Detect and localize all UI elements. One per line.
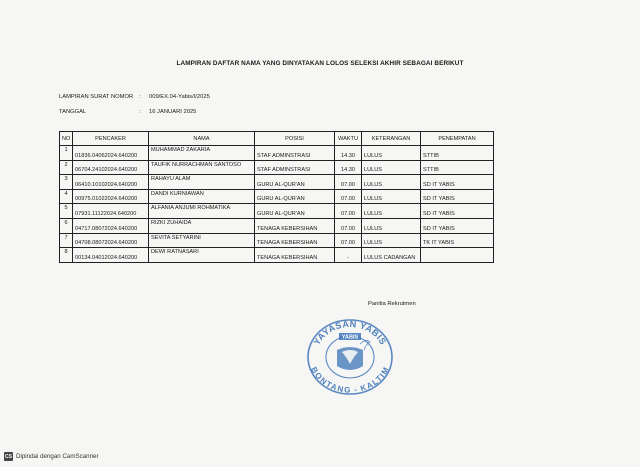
cell-pencaker: 04708.08072024.640200 <box>73 233 149 248</box>
cell-posisi: TENAGA KEBERSIHAN <box>255 233 335 248</box>
tanggal-line <box>59 109 196 115</box>
table-row <box>60 233 494 248</box>
cell-waktu: 07.00 <box>335 204 362 219</box>
cell-pencaker: 00134.04012024.640200 <box>73 248 149 263</box>
cell-no: 5 <box>60 204 73 219</box>
table-row <box>60 189 494 204</box>
cell-pencaker: 00975.01022024.640200 <box>73 189 149 204</box>
header-nama: NAMA <box>149 132 255 146</box>
svg-text:YAYASAN YABIS <box>311 319 388 347</box>
cell-penempatan: STTIB <box>421 146 494 161</box>
cell-posisi: TENAGA KEBERSIHAN <box>255 218 335 233</box>
cell-no: 1 <box>60 146 73 161</box>
results-table <box>59 131 494 263</box>
cell-no: 6 <box>60 218 73 233</box>
cell-keterangan: LULUS CADANGAN <box>362 248 421 263</box>
cell-keterangan: LULUS <box>362 175 421 190</box>
cell-pencaker: 06410.10102024.640200 <box>73 175 149 190</box>
cell-nama: ALFANIA ANJUMI ROHMATIKA <box>149 204 255 219</box>
cell-penempatan: SD IT YABIS <box>421 218 494 233</box>
lampiran-label: LAMPIRAN SURAT NOMOR <box>59 94 134 100</box>
cell-waktu: - <box>335 248 362 263</box>
cell-posisi: STAF ADMINSTRASI <box>255 160 335 175</box>
cell-pencaker: 07931.11122024.640200 <box>73 204 149 219</box>
table-row <box>60 160 494 175</box>
table-row <box>60 146 494 161</box>
tanggal-label: TANGGAL <box>59 109 87 115</box>
cell-penempatan: TK IT YABIS <box>421 233 494 248</box>
cell-waktu: 07.00 <box>335 189 362 204</box>
cell-keterangan: LULUS <box>362 204 421 219</box>
cell-penempatan <box>421 248 494 263</box>
cell-posisi: TENAGA KEBERSIHAN <box>255 248 335 263</box>
cell-keterangan: LULUS <box>362 218 421 233</box>
panitia-label: Panitia Rekrutmen <box>368 301 416 307</box>
stamp-seal <box>308 319 392 395</box>
header-waktu: WAKTU <box>335 132 362 146</box>
cell-nama: RIZKI ZUHAIDA <box>149 218 255 233</box>
cell-no: 8 <box>60 248 73 263</box>
stamp-center-text: YABIS <box>341 334 359 341</box>
document-title: LAMPIRAN DAFTAR NAMA YANG DINYATAKAN LOLOS SELEKSI AKHIR SEBAGAI BERIKUT <box>176 60 464 67</box>
cell-pencaker: 06704.24102024.640200 <box>73 160 149 175</box>
cell-waktu: 07.00 <box>335 233 362 248</box>
cell-nama: TAUFIK NURRACHMAN SANTOSO <box>149 160 255 175</box>
lampiran-value: 009/EX.04-Yabis/I/2025 <box>149 94 210 100</box>
table-header-row <box>60 132 494 146</box>
cell-posisi: GURU AL-QUR'AN <box>255 189 335 204</box>
lampiran-separator: : <box>139 94 141 100</box>
table-row <box>60 204 494 219</box>
table-row <box>60 175 494 190</box>
table-row <box>60 218 494 233</box>
cell-penempatan: SD IT YABIS <box>421 175 494 190</box>
cell-nama: MUHAMMAD ZAKARIA <box>149 146 255 161</box>
cell-no: 4 <box>60 189 73 204</box>
lampiran-line <box>59 94 210 100</box>
scanner-footer <box>4 452 99 461</box>
cell-no: 2 <box>60 160 73 175</box>
scanner-footer-text: Dipindai dengan CamScanner <box>16 453 99 460</box>
cell-pencaker: 01836.04062024.640200 <box>73 146 149 161</box>
cell-keterangan: LULUS <box>362 189 421 204</box>
cell-no: 3 <box>60 175 73 190</box>
stamp-text-top: YAYASAN YABIS <box>311 318 389 347</box>
table-row <box>60 248 494 263</box>
cell-posisi: GURU AL-QUR'AN <box>255 175 335 190</box>
cell-waktu: 14.30 <box>335 160 362 175</box>
cell-keterangan: LULUS <box>362 146 421 161</box>
header-pencaker: PENCAKER <box>73 132 149 146</box>
header-no: NO <box>60 132 73 146</box>
tanggal-value: 16 JANUARI 2025 <box>149 109 197 115</box>
tanggal-separator: : <box>139 109 141 115</box>
header-keterangan: KETERANGAN <box>362 132 421 146</box>
cell-penempatan: SD IT YABIS <box>421 189 494 204</box>
cell-waktu: 14.30 <box>335 146 362 161</box>
cell-penempatan: SD IT YABIS <box>421 204 494 219</box>
cell-waktu: 07.00 <box>335 175 362 190</box>
cell-nama: RAHAYU ALAM <box>149 175 255 190</box>
cell-posisi: STAF ADMINSTRASI <box>255 146 335 161</box>
cell-pencaker: 04717.08072024.640200 <box>73 218 149 233</box>
header-posisi: POSISI <box>255 132 335 146</box>
cell-keterangan: LULUS <box>362 160 421 175</box>
stamp-text-bottom: BONTANG - KALTIM <box>309 365 391 395</box>
cell-keterangan: LULUS <box>362 233 421 248</box>
cell-posisi: GURU AL-QUR'AN <box>255 204 335 219</box>
cell-penempatan: STTIB <box>421 160 494 175</box>
camscanner-icon: CS <box>5 453 12 460</box>
header-penempatan: PENEMPATAN <box>421 132 494 146</box>
cell-waktu: 07.00 <box>335 218 362 233</box>
cell-nama: DEWI RATNASARI <box>149 248 255 263</box>
yayasan-stamp <box>290 300 410 400</box>
cell-no: 7 <box>60 233 73 248</box>
cell-nama: DANDI KURNIAWAN <box>149 189 255 204</box>
cell-nama: SEVITA SETYARINI <box>149 233 255 248</box>
